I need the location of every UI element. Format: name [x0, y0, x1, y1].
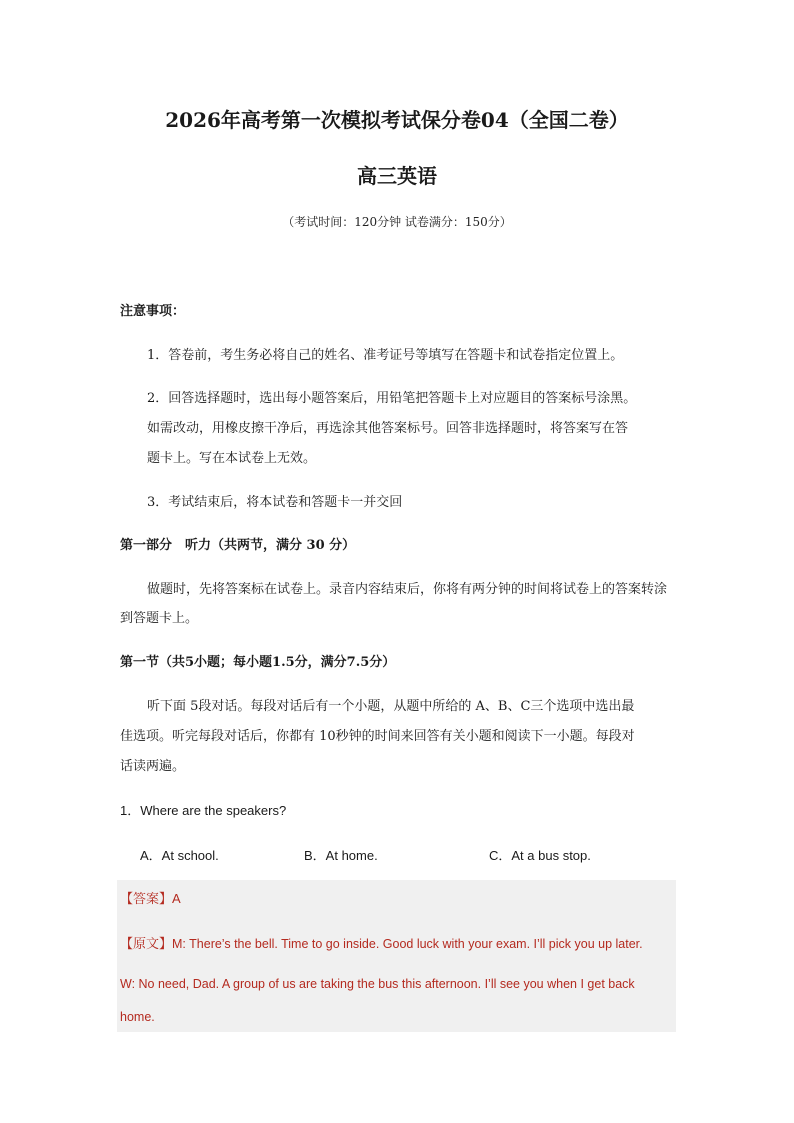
answer-tag: 【答案】	[120, 892, 173, 907]
section1-heading: 第一节（共5小题；每小题1.5分，满分7.5分）	[120, 655, 396, 670]
notice-item-3: 3．考试结束后，将本试卷和答题卡一并交回	[147, 495, 403, 510]
section1-intro-line-2: 佳选项。听完每段对话后，你都有 10秒钟的时间来回答有关小题和阅读下一小题。每段对	[120, 729, 635, 744]
notice-item-2-line-2: 如需改动，用橡皮擦干净后，再选涂其他答案标号。回答非选择题时，将答案写在答	[147, 421, 629, 436]
part1-heading: 第一部分 听力（共两节，满分 30 分）	[120, 538, 356, 553]
part1-intro-line-1: 做题时，先将答案标在试卷上。录音内容结束后，你将有两分钟的时间将试卷上的答案转涂	[147, 582, 668, 597]
answer-line	[120, 888, 181, 907]
question-1-option-b: B．At home.	[304, 848, 378, 863]
notice-item-1: 1．答卷前，考生务必将自己的姓名、准考证号等填写在答题卡和试卷指定位置上。	[147, 348, 624, 363]
question-1-option-c: C．At a bus stop.	[489, 848, 591, 863]
part1-intro-line-2: 到答题卡上。	[120, 611, 199, 626]
script-line-1	[120, 933, 643, 952]
script-line-2: W: No need, Dad. A group of us are taking the bus this afternoon. I’ll see you when I get back	[120, 977, 635, 991]
exam-info: （考试时间：120分钟 试卷满分：150分）	[282, 215, 512, 229]
question-1-stem: 1．Where are the speakers?	[120, 803, 287, 818]
answer-value: A	[172, 891, 181, 906]
section1-intro-line-1: 听下面 5段对话。每段对话后有一个小题，从题中所给的 A、B、C三个选项中选出最	[147, 699, 635, 714]
notice-item-2-line-3: 题卡上。写在本试卷上无效。	[147, 451, 317, 466]
script-tag: 【原文】	[120, 937, 173, 952]
notice-item-2-line-1: 2．回答选择题时，选出每小题答案后，用铅笔把答题卡上对应题目的答案标号涂黑。	[147, 391, 637, 406]
script-text-1: M: There’s the bell. Time to go inside. Good luck with your exam. I’ll pick you up later.	[172, 937, 643, 951]
notice-heading: 注意事项：	[120, 304, 186, 319]
answer-box	[117, 880, 676, 1032]
script-line-3: home.	[120, 1010, 155, 1024]
page-subtitle: 高三英语	[357, 164, 437, 188]
page-title: 2026年高考第一次模拟考试保分卷04（全国二卷）	[165, 108, 629, 132]
section1-intro-line-3: 话读两遍。	[120, 759, 186, 774]
question-1-option-a: A．At school.	[140, 848, 219, 863]
